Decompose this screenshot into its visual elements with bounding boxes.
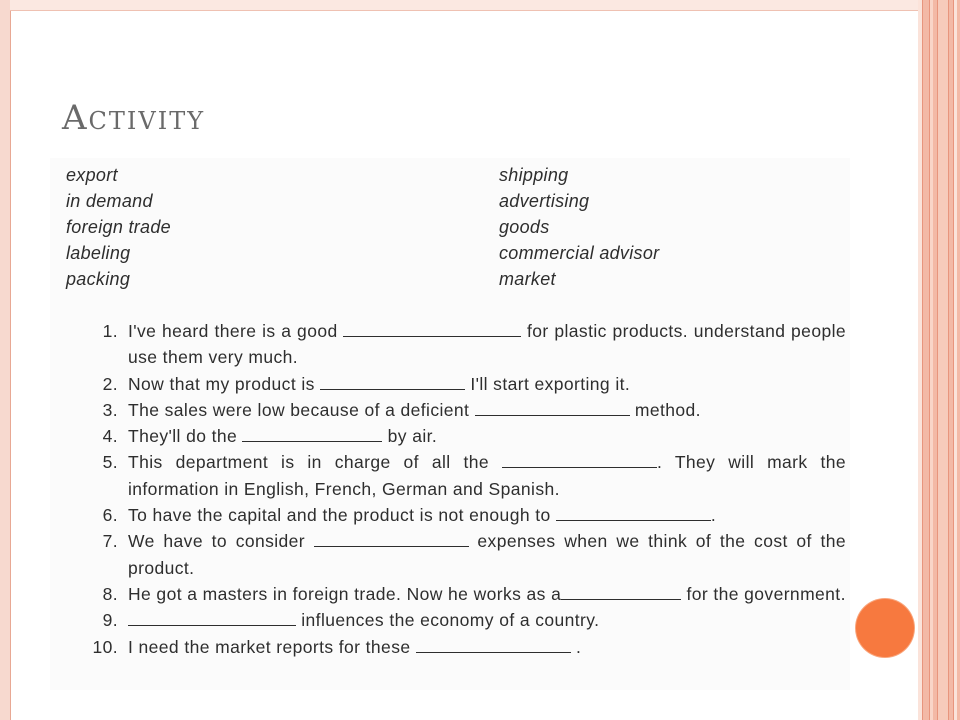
fill-in-blank[interactable]: [343, 320, 521, 337]
exercise-number: 1.: [102, 321, 118, 341]
exercise-text-after: I'll start exporting it.: [470, 373, 631, 394]
exercise-text-before: We have to consider: [128, 531, 306, 552]
vocabulary-word: commercial advisor: [499, 243, 660, 263]
vocabulary-word: export: [66, 165, 118, 185]
fill-in-blank[interactable]: [416, 636, 571, 653]
exercise-text-before: I've heard there is a good: [128, 321, 338, 341]
exercise-text-after: .: [710, 505, 717, 526]
decorative-orange-circle: [856, 599, 914, 657]
exercise-number: 3.: [102, 399, 118, 420]
fill-in-blank[interactable]: [320, 373, 465, 390]
fill-in-blank[interactable]: [475, 399, 630, 416]
exercise-text-before: He got a masters in foreign trade. Now he works as a: [128, 583, 562, 604]
exercise-text-after: influences the economy of a country.: [301, 610, 600, 631]
exercise-item: [68, 318, 846, 371]
slide-frame-top: [10, 0, 920, 11]
exercise-item: [68, 397, 846, 423]
exercise-number: 7.: [102, 531, 118, 552]
exercise-number: 8.: [102, 583, 118, 604]
exercise-text-after: for the government.: [686, 583, 846, 604]
vocabulary-word: labeling: [66, 243, 131, 263]
vocabulary-list-right: [499, 162, 659, 292]
exercise-item: [68, 528, 846, 581]
fill-in-blank[interactable]: [128, 609, 296, 626]
fill-in-blank[interactable]: [314, 530, 469, 547]
exercise-number: 4.: [102, 426, 118, 447]
exercise-text-after: .: [576, 636, 582, 657]
exercise-text-after: for plastic products. understand people use them very much.: [128, 321, 847, 368]
exercise-text-after: expenses when we think of the cost of the product.: [128, 531, 847, 578]
exercise-text-before: The sales were low because of a deficient: [128, 399, 470, 420]
exercise-text-before: This department is in charge of all the: [128, 452, 490, 473]
exercise-number: 10.: [92, 636, 118, 657]
vocabulary-list-left: [66, 162, 171, 292]
scanned-worksheet: [50, 158, 850, 690]
exercise-item: [68, 502, 846, 528]
exercise-text-after: . They will mark the information in English, French, German and Spanish.: [128, 452, 846, 499]
slide-frame-right: [918, 0, 960, 720]
exercise-text-before: Now that my product is: [128, 373, 315, 394]
slide-frame-left: [0, 0, 11, 720]
vocabulary-word: shipping: [499, 165, 569, 185]
exercise-number: 2.: [102, 373, 118, 394]
vocabulary-word: goods: [499, 217, 550, 237]
exercise-number: 9.: [102, 610, 118, 631]
exercise-number: 6.: [102, 505, 118, 526]
exercise-text-before: They'll do the: [128, 426, 238, 447]
exercise-item: [68, 634, 846, 660]
exercise-text-after: method.: [634, 399, 701, 420]
fill-in-blank[interactable]: [556, 504, 711, 521]
vocabulary-word: market: [499, 269, 556, 289]
exercise-list: [68, 318, 846, 660]
exercise-item: [68, 423, 846, 449]
fill-in-blank[interactable]: [561, 583, 681, 600]
vocabulary-word: advertising: [499, 191, 590, 211]
vocabulary-word: foreign trade: [66, 217, 171, 237]
exercise-item: [68, 449, 846, 502]
exercise-number: 5.: [102, 452, 118, 473]
exercise-item: [68, 581, 846, 607]
exercise-item: [68, 371, 846, 397]
exercise-item: [68, 607, 846, 633]
fill-in-blank[interactable]: [242, 425, 382, 442]
vocabulary-word: packing: [66, 269, 131, 289]
slide-title: Activity: [62, 98, 206, 138]
exercise-text-before: To have the capital and the product is not enough to: [128, 505, 551, 526]
fill-in-blank[interactable]: [502, 451, 657, 468]
exercise-text-before: I need the market reports for these: [128, 636, 411, 657]
exercise-text-after: by air.: [387, 426, 438, 447]
vocabulary-word: in demand: [66, 191, 153, 211]
